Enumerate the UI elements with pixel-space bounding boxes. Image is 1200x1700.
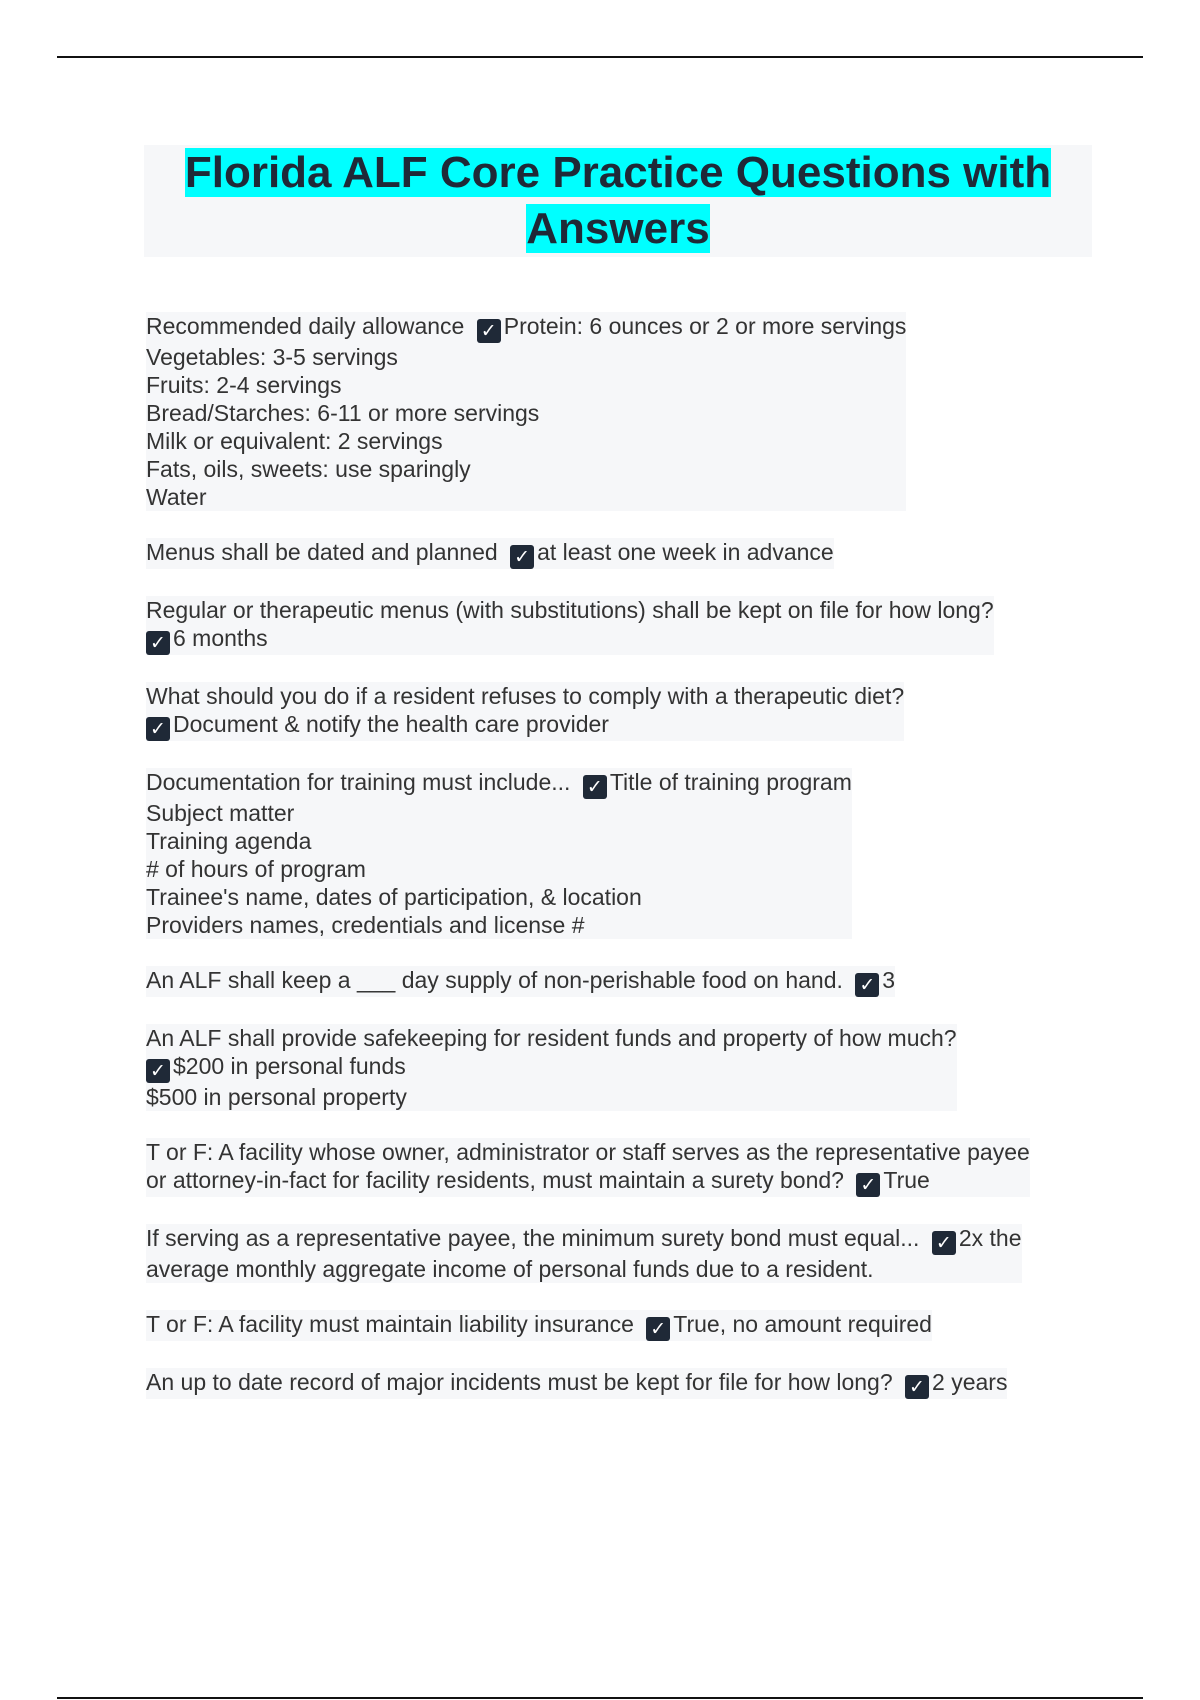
answer-text: Protein: 6 ounces or 2 or more servings <box>503 313 907 339</box>
question-text: T or F: A facility must maintain liability insurance <box>146 1311 634 1337</box>
qa-item <box>146 682 1096 741</box>
qa-item <box>146 768 1096 939</box>
checkmark-icon: ✓ <box>855 973 879 997</box>
question-text: or attorney-in-fact for facility residents, must maintain a surety bond? <box>146 1167 844 1193</box>
qa-item <box>146 538 1096 569</box>
qa-item <box>146 312 1096 511</box>
answer-line: Trainee's name, dates of participation, & location <box>146 884 642 910</box>
answer-line: Fats, oils, sweets: use sparingly <box>146 456 471 482</box>
qa-item <box>146 966 1096 997</box>
checkmark-icon: ✓ <box>905 1375 929 1399</box>
answer-text: True, no amount required <box>673 1311 932 1337</box>
question-text: An up to date record of major incidents must be kept for file for how long? <box>146 1369 893 1395</box>
top-rule <box>57 56 1143 58</box>
answer-line: Vegetables: 3-5 servings <box>146 344 398 370</box>
answer-line: $500 in personal property <box>146 1084 407 1110</box>
qa-item <box>146 1024 1096 1111</box>
qa-item <box>146 1310 1096 1341</box>
qa-item <box>146 1368 1096 1399</box>
answer-text: 3 <box>882 967 896 993</box>
checkmark-icon: ✓ <box>510 545 534 569</box>
question-text: An ALF shall provide safekeeping for resident funds and property of how much? <box>146 1025 957 1051</box>
answer-line: average monthly aggregate income of personal funds due to a resident. <box>146 1256 874 1282</box>
question-text: If serving as a representative payee, the minimum surety bond must equal... <box>146 1225 920 1251</box>
document-title: Florida ALF Core Practice Questions with Answers <box>184 148 1052 253</box>
answer-text: 2x the <box>958 1225 1022 1251</box>
checkmark-icon: ✓ <box>477 319 501 343</box>
question-text: Regular or therapeutic menus (with substitutions) shall be kept on file for how long? <box>146 597 994 623</box>
answer-line: Training agenda <box>146 828 312 854</box>
bottom-rule <box>57 1697 1143 1699</box>
answer-line: Providers names, credentials and license # <box>146 912 585 938</box>
checkmark-icon: ✓ <box>646 1317 670 1341</box>
answer-line: # of hours of program <box>146 856 366 882</box>
answer-line: Milk or equivalent: 2 servings <box>146 428 443 454</box>
checkmark-icon: ✓ <box>146 1059 170 1083</box>
answer-text: 2 years <box>932 1369 1008 1395</box>
title-block <box>144 145 1092 257</box>
checkmark-icon: ✓ <box>146 631 170 655</box>
answer-line: Water <box>146 484 207 510</box>
qa-list <box>146 312 1096 1426</box>
question-text: T or F: A facility whose owner, administrator or staff serves as the representative payee <box>146 1139 1030 1165</box>
question-text: Menus shall be dated and planned <box>146 539 498 565</box>
answer-text: $200 in personal funds <box>173 1053 406 1079</box>
answer-line: Fruits: 2-4 servings <box>146 372 342 398</box>
checkmark-icon: ✓ <box>932 1231 956 1255</box>
answer-line: Bread/Starches: 6-11 or more servings <box>146 400 540 426</box>
question-text: Recommended daily allowance <box>146 313 465 339</box>
question-text: What should you do if a resident refuses to comply with a therapeutic diet? <box>146 683 905 709</box>
answer-text: Title of training program <box>609 769 852 795</box>
checkmark-icon: ✓ <box>856 1173 880 1197</box>
qa-item <box>146 1138 1096 1197</box>
answer-text: True <box>883 1167 930 1193</box>
question-text: An ALF shall keep a ___ day supply of non-perishable food on hand. <box>146 967 843 993</box>
answer-text: Document & notify the health care provider <box>173 711 609 737</box>
qa-item <box>146 1224 1096 1283</box>
answer-text: at least one week in advance <box>537 539 834 565</box>
answer-line: Subject matter <box>146 800 295 826</box>
checkmark-icon: ✓ <box>583 775 607 799</box>
qa-item <box>146 596 1096 655</box>
answer-text: 6 months <box>173 625 268 651</box>
checkmark-icon: ✓ <box>146 717 170 741</box>
question-text: Documentation for training must include... <box>146 769 571 795</box>
